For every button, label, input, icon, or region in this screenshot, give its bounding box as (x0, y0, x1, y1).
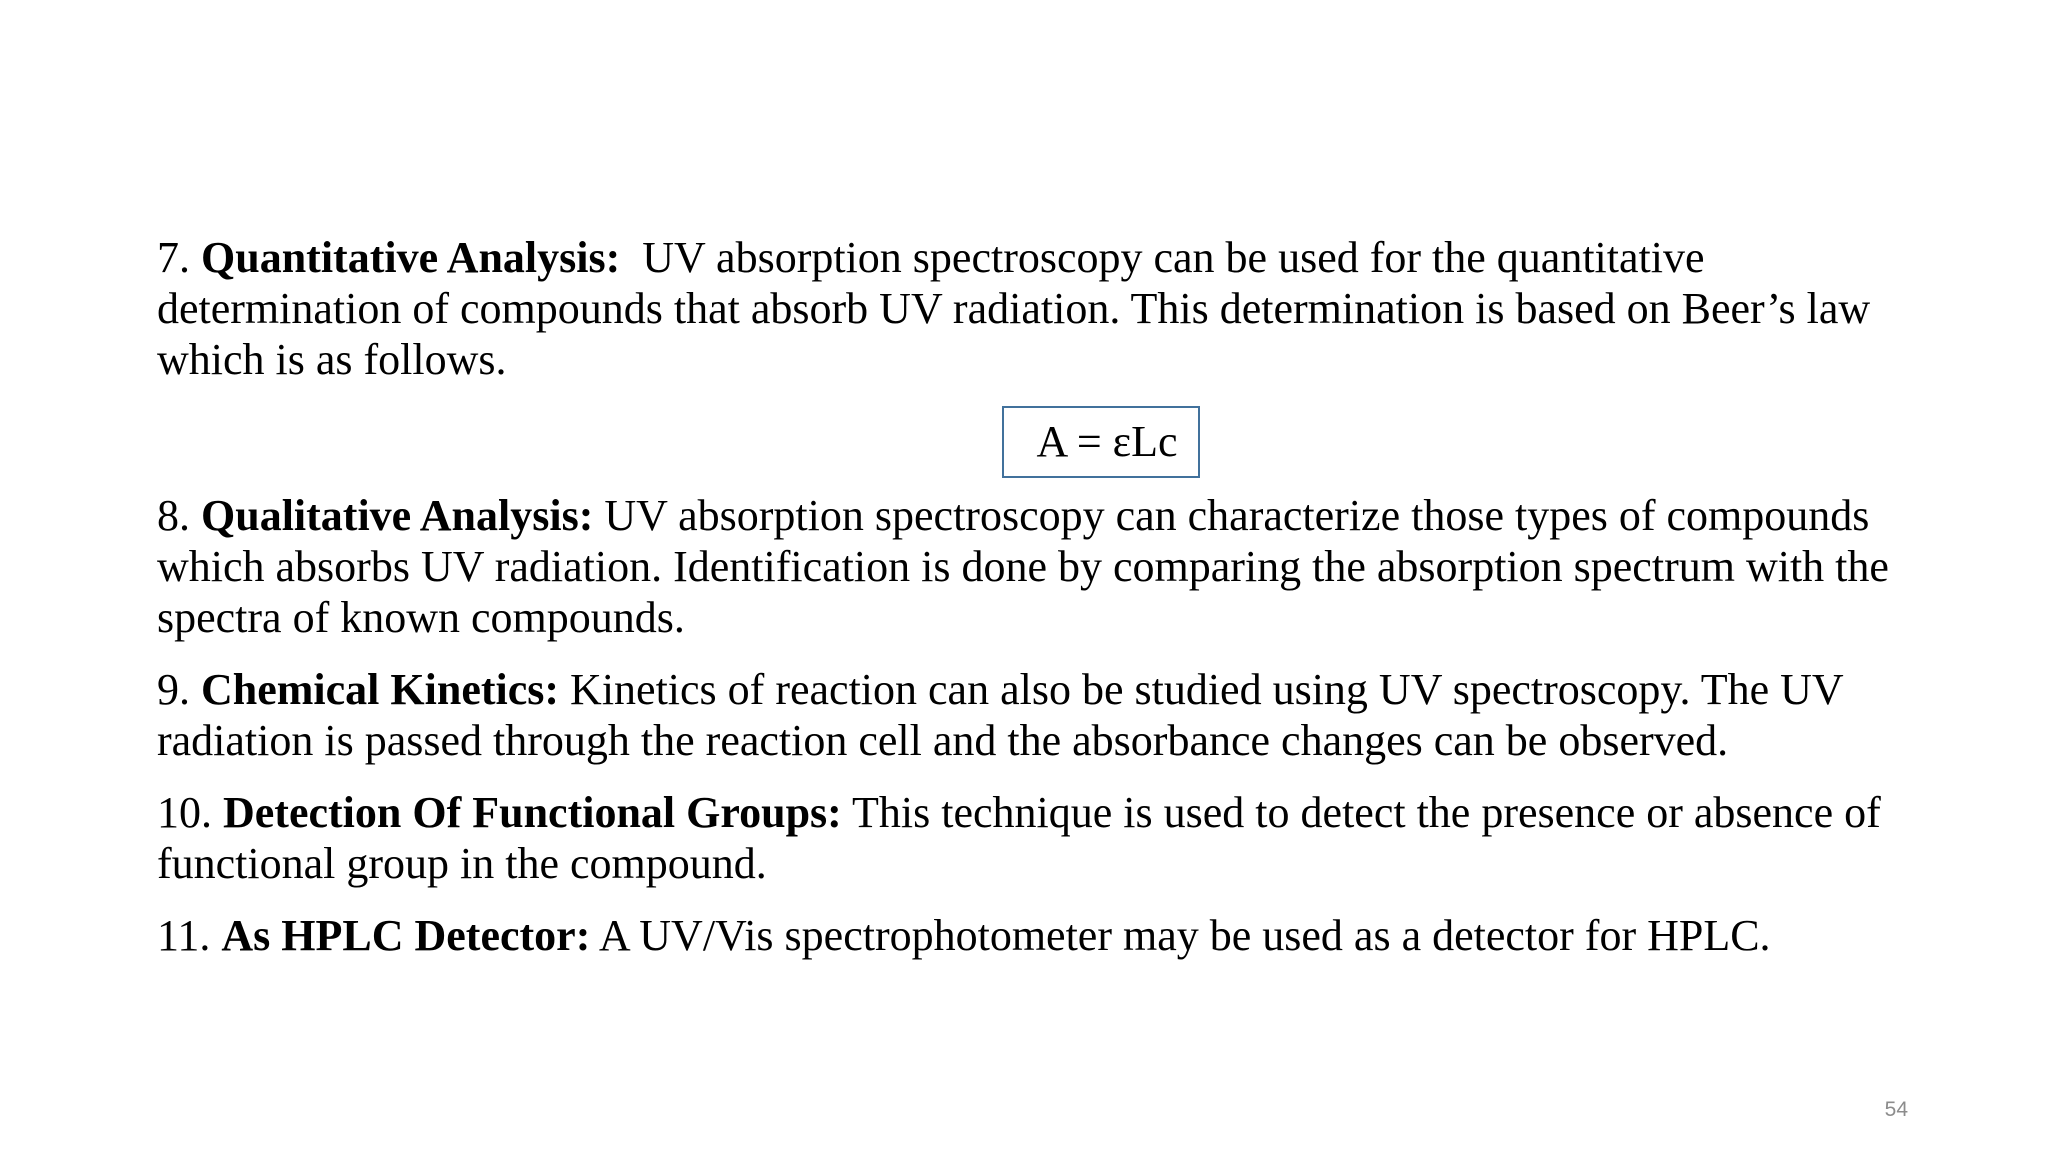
item-number: 11. (157, 911, 222, 960)
list-item-chemical-kinetics (157, 664, 1917, 766)
list-item-qualitative-analysis (157, 490, 1917, 643)
item-number: 7. (157, 233, 201, 282)
list-item-quantitative-analysis (157, 232, 1917, 385)
list-item-functional-groups (157, 787, 1917, 889)
item-number: 10. (157, 788, 223, 837)
item-text: UV absorption spectroscopy can be used for the quantitative determination of compounds that absorb UV radiation. This determination is based on Beer’s law which is as follows. (157, 233, 1882, 384)
list-item-hplc-detector (157, 910, 1917, 961)
item-number: 8. (157, 491, 201, 540)
item-heading: Detection Of Functional Groups: (223, 788, 842, 837)
item-heading: Qualitative Analysis: (201, 491, 594, 540)
item-heading: Chemical Kinetics: (201, 665, 560, 714)
item-text: Kinetics of reaction can also be studied using UV spectroscopy. The UV radiation is passed through the reaction cell and the absorbance changes can be observed. (157, 665, 1843, 765)
beers-law-formula: A = εLc (1002, 406, 1199, 478)
formula-row (157, 406, 1917, 478)
item-text: A UV/Vis spectrophotometer may be used as a detector for HPLC. (590, 911, 1771, 960)
item-number: 9. (157, 665, 201, 714)
item-text: This technique is used to detect the presence or absence of functional group in the compound. (157, 788, 1881, 888)
slide-number: 54 (1884, 1098, 1908, 1121)
item-heading: As HPLC Detector: (221, 911, 591, 960)
slide-body (157, 232, 1917, 982)
item-text: UV absorption spectroscopy can characterize those types of compounds which absorbs UV radiation. Identification is done by comparing the absorption spectrum with the spectra of known compounds. (157, 491, 1889, 642)
item-heading: Quantitative Analysis: (201, 233, 621, 282)
